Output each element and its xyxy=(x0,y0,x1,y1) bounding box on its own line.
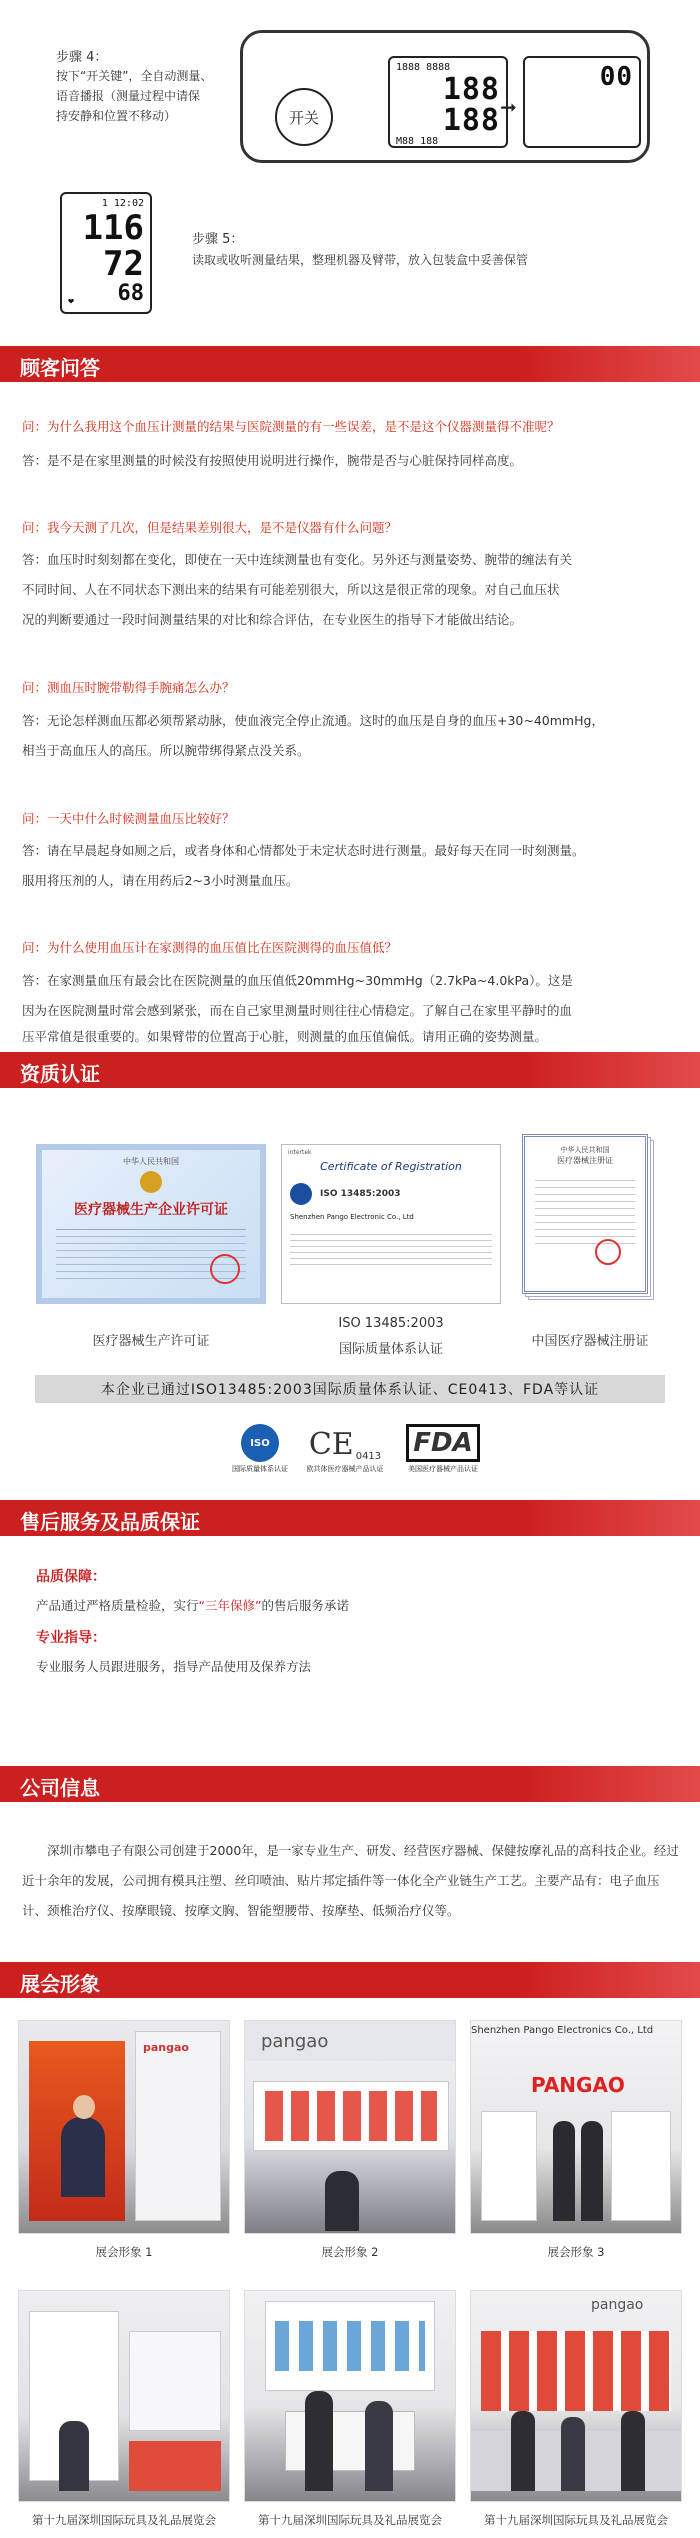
exhibition-photo-3: Shenzhen Pango Electronics Co., Ltd PANGAO xyxy=(470,2020,682,2234)
heart-icon: ❤ xyxy=(68,296,75,307)
exhibition-photo-5 xyxy=(244,2290,456,2502)
cert-caption-3: 中国医疗器械注册证 xyxy=(531,1334,649,1349)
company-section-header xyxy=(0,1766,700,1802)
faq-answer-4-line-2: 服用将压剂的人，请在用药后2~3小时测量血压。 xyxy=(22,873,299,888)
faq-section-header xyxy=(0,346,700,382)
production-license-certificate: 中华人民共和国 医疗器械生产企业许可证 xyxy=(36,1144,266,1304)
lcd-zero-display: 00 xyxy=(523,56,641,148)
cert-caption-2: ISO 13485:2003 xyxy=(338,1316,444,1331)
red-seal-icon xyxy=(595,1239,621,1265)
service-title: 售后服务及品质保证 xyxy=(20,1510,200,1534)
lcd-all-segments: 1888 8888 188 188 M88 188 xyxy=(388,56,508,148)
cert-caption-1: 医疗器械生产许可证 xyxy=(92,1334,210,1349)
service-section-header xyxy=(0,1500,700,1536)
arrow-right-icon: ➞ xyxy=(500,95,517,119)
faq-answer-5-line-3: 压平常值是很重要的。如果臂带的位置高于心脏，则测量的血压值偏低。请用正确的姿势测量。 xyxy=(22,1029,548,1044)
iso-logo: ISO 国际质量体系认证 xyxy=(225,1424,295,1484)
faq-answer-5-line-1: 答：在家测量血压有最会比在医院测量的血压值低20mmHg~30mmHg（2.7kPa~4.0kPa）。这是 xyxy=(22,973,573,988)
cert-caption-2b: 国际质量体系认证 xyxy=(338,1342,443,1357)
iso-globe-icon xyxy=(290,1183,312,1205)
qualification-title: 资质认证 xyxy=(20,1062,100,1086)
faq-answer-4-line-1: 答：请在早晨起身如厕之后，或者身体和心情都处于未定状态时进行测量。最好每天在同一时刻测量。 xyxy=(22,843,585,858)
certification-strip: 本企业已通过ISO13485:2003国际质量体系认证、CE0413、FDA等认证 xyxy=(35,1375,665,1403)
faq-question-2: 问：我今天测了几次，但是结果差别很大，是不是仪器有什么问题？ xyxy=(22,520,398,535)
pro-guidance-text: 专业服务人员跟进服务，指导产品使用及保养方法 xyxy=(36,1659,312,1674)
faq-answer-2-line-1: 答：血压时时刻刻都在变化，即使在一天中连续测量也有变化。另外还与测量姿势、腕带的缠法有关 xyxy=(22,552,573,567)
quality-label: 品质保障： xyxy=(36,1569,106,1585)
faq-title: 顾客问答 xyxy=(20,356,100,380)
faq-question-3: 问：测血压时腕带勒得手腕痛怎么办？ xyxy=(22,680,235,695)
exhibition-caption-5: 第十九届深圳国际玩具及礼品展览会 xyxy=(258,2513,442,2527)
power-switch-button: 开关 xyxy=(275,88,333,146)
device-registration-certificate: 中华人民共和国 医疗器械注册证 xyxy=(522,1134,660,1304)
exhibition-photo-4 xyxy=(18,2290,230,2502)
exhibition-photo-6: pangao xyxy=(470,2290,682,2502)
step5-text: 读取或收听测量结果，整理机器及臂带，放入包装盒中妥善保管 xyxy=(192,253,529,267)
company-title: 公司信息 xyxy=(20,1776,100,1800)
exhibition-title: 展会形象 xyxy=(20,1972,100,1996)
exhibition-caption-6: 第十九届深圳国际玩具及礼品展览会 xyxy=(484,2513,668,2527)
iso-icon: ISO xyxy=(241,1424,279,1462)
iso-registration-certificate: intertek Certificate of Registration ISO 13485:2003 Shenzhen Pango Electronic Co., Ltd xyxy=(281,1144,501,1304)
national-emblem-icon xyxy=(140,1171,162,1193)
exhibition-caption-2: 展会形象 2 xyxy=(321,2245,379,2259)
quality-text: 产品通过严格质量检验，实行“三年保修”的售后服务承诺 xyxy=(36,1598,349,1613)
faq-answer-2-line-3: 况的判断要通过一段时间测量结果的对比和综合评估，在专业医生的指导下才能做出结论。 xyxy=(22,612,523,627)
qualification-section-header xyxy=(0,1052,700,1088)
ce-icon: CE xyxy=(308,1427,354,1462)
lcd-result-display: 1 12:02 116 72 ❤ 68 xyxy=(60,192,152,314)
exhibition-photo-1: pangao xyxy=(18,2020,230,2234)
red-seal-icon xyxy=(210,1254,240,1284)
exhibition-section-header xyxy=(0,1962,700,1998)
fda-icon: FDA xyxy=(406,1424,479,1462)
step4-line-3: 持安静和位置不移动） xyxy=(56,109,177,123)
exhibition-caption-3: 展会形象 3 xyxy=(547,2245,605,2259)
faq-answer-5-line-2: 因为在医院测量时常会感到紧张，而在自己家里测量时则往往心情稳定。了解自己在家里平静时的血 xyxy=(22,1003,573,1018)
faq-answer-3-line-2: 相当于高血压人的高压。所以腕带绑得紧点没关系。 xyxy=(22,743,310,758)
faq-question-5: 问：为什么使用血压计在家测得的血压值比在医院测得的血压值低？ xyxy=(22,940,398,955)
exhibition-photo-2: pangao xyxy=(244,2020,456,2234)
faq-answer-1-line-1: 答：是不是在家里测量的时候没有按照使用说明进行操作，腕带是否与心脏保持同样高度。 xyxy=(22,453,523,468)
exhibition-caption-4: 第十九届深圳国际玩具及礼品展览会 xyxy=(32,2513,216,2527)
ce-logo: CE 0413 欧共体医疗器械产品认证 xyxy=(306,1427,384,1473)
step4-title: 步骤 4： xyxy=(56,50,108,65)
fda-logo: FDA 美国医疗器械产品认证 xyxy=(398,1424,488,1484)
faq-question-4: 问：一天中什么时候测量血压比较好？ xyxy=(22,811,235,826)
step5-title: 步骤 5： xyxy=(192,232,244,247)
faq-answer-3-line-1: 答：无论怎样测血压都必须帮紧动脉，使血液完全停止流通。这时的血压是自身的血压+30~40mmHg， xyxy=(22,713,604,728)
faq-question-1: 问：为什么我用这个血压计测量的结果与医院测量的有一些误差，是不是这个仪器测量得不准呢？ xyxy=(22,419,560,434)
pro-guidance-label: 专业指导： xyxy=(36,1630,106,1646)
faq-answer-2-line-2: 不同时间、人在不同状态下测出来的结果有可能差别很大，所以这是很正常的现象。对自己血压状 xyxy=(22,582,560,597)
step4-line-1: 按下“开关键”，全自动测量、 xyxy=(56,69,213,83)
step4-line-2: 语音播报（测量过程中请保 xyxy=(56,89,201,103)
company-description: 深圳市攀电子有限公司创建于2000年，是一家专业生产、研发、经营医疗器械、保健按摩礼品的高科技企业。经过近十余年的发展，公司拥有模具注塑、丝印喷油、贴片邦定插件等一体化全产业链生产工艺。主要产品有：电子血压计、颈椎治疗仪、按摩眼镜、按摩文胸、智能塑腰带、按摩垫、低频治疗仪等。 xyxy=(22,1843,679,1918)
exhibition-caption-1: 展会形象 1 xyxy=(95,2245,153,2259)
